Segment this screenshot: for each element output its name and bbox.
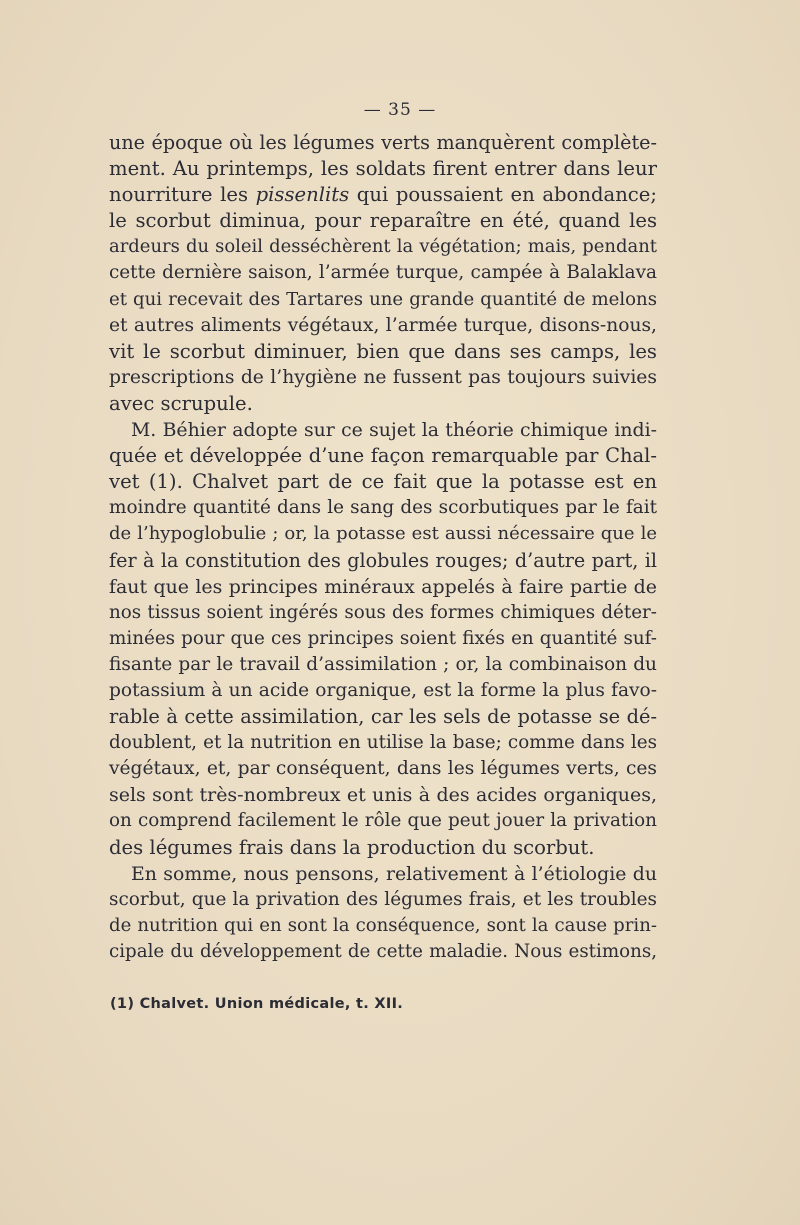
text-line: doublent, et la nutrition en utilise la base; comme dans les — [109, 732, 657, 754]
text-line: sels sont très-nombreux et unis à des acides organiques, — [109, 784, 657, 807]
text-line: fisante par le travail d’assimilation ; or, la combinaison du — [109, 653, 657, 675]
text-line: et qui recevait des Tartares une grande quantité de melons — [109, 288, 657, 310]
text-line: vet (1). Chalvet part de ce fait que la potasse est en — [109, 470, 657, 494]
text-line: prescriptions de l’hygiène ne fussent pas toujours suivies — [109, 366, 657, 388]
text-line: le scorbut diminua, pour reparaître en été, quand les — [109, 209, 657, 233]
text-segment: nourriture les — [109, 183, 256, 207]
footnote: (1) Chalvet. Union médicale, t. XII. — [110, 996, 404, 1012]
text-line: et autres aliments végétaux, l’armée turque, disons-nous, — [109, 314, 657, 336]
body-text — [109, 130, 657, 965]
text-line: vit le scorbut diminuer, bien que dans ses camps, les — [109, 339, 657, 363]
text-line: de nutrition qui en sont la conséquence, sont la cause prin- — [109, 914, 657, 936]
text-line — [109, 182, 657, 208]
text-line: quée et développée d’une façon remarquable par Chal- — [109, 444, 657, 468]
text-line: végétaux, et, par conséquent, dans les légumes verts, ces — [109, 758, 657, 780]
italic-term: pissenlits — [255, 183, 350, 207]
text-line: scorbut, que la privation des légumes frais, et les troubles — [109, 888, 657, 910]
text-line: fer à la constitution des globules rouges; d’autre part, il — [109, 548, 657, 572]
text-line: cette dernière saison, l’armée turque, campée à Balaklava — [109, 262, 657, 284]
text-line: En somme, nous pensons, relativement à l’étiologie du — [131, 862, 657, 885]
text-line: cipale du développement de cette maladie. Nous estimons, — [109, 940, 657, 962]
text-line: minées pour que ces principes soient fixés en quantité suf- — [109, 627, 657, 649]
text-line: une époque où les légumes verts manquèrent complète- — [109, 131, 657, 154]
text-line: des légumes frais dans la production du scorbut. — [109, 835, 595, 859]
text-line: moindre quantité dans le sang des scorbutiques par le fait — [109, 497, 657, 519]
text-line: on comprend facilement le rôle que peut jouer la privation — [109, 810, 657, 832]
text-line: ardeurs du soleil desséchèrent la végétation; mais, pendant — [109, 236, 657, 258]
text-line: nos tissus soient ingérés sous des formes chimiques déter- — [109, 601, 657, 623]
text-line: rable à cette assimilation, car les sels de potasse se dé- — [109, 705, 657, 729]
page-number: — 35 — — [363, 100, 437, 120]
text-line: M. Béhier adopte sur ce sujet la théorie chimique indi- — [131, 419, 657, 442]
text-line: ment. Au printemps, les soldats firent entrer dans leur — [109, 157, 657, 181]
text-line: potassium à un acide organique, est la forme la plus favo- — [109, 679, 657, 701]
text-line: faut que les principes minéraux appelés à faire partie de — [109, 575, 657, 598]
text-segment: qui poussaient en abondance; — [349, 183, 657, 207]
text-line: de l’hypoglobulie ; or, la potasse est aussi nécessaire que le — [109, 523, 657, 545]
text-line: avec scrupule. — [109, 391, 253, 415]
